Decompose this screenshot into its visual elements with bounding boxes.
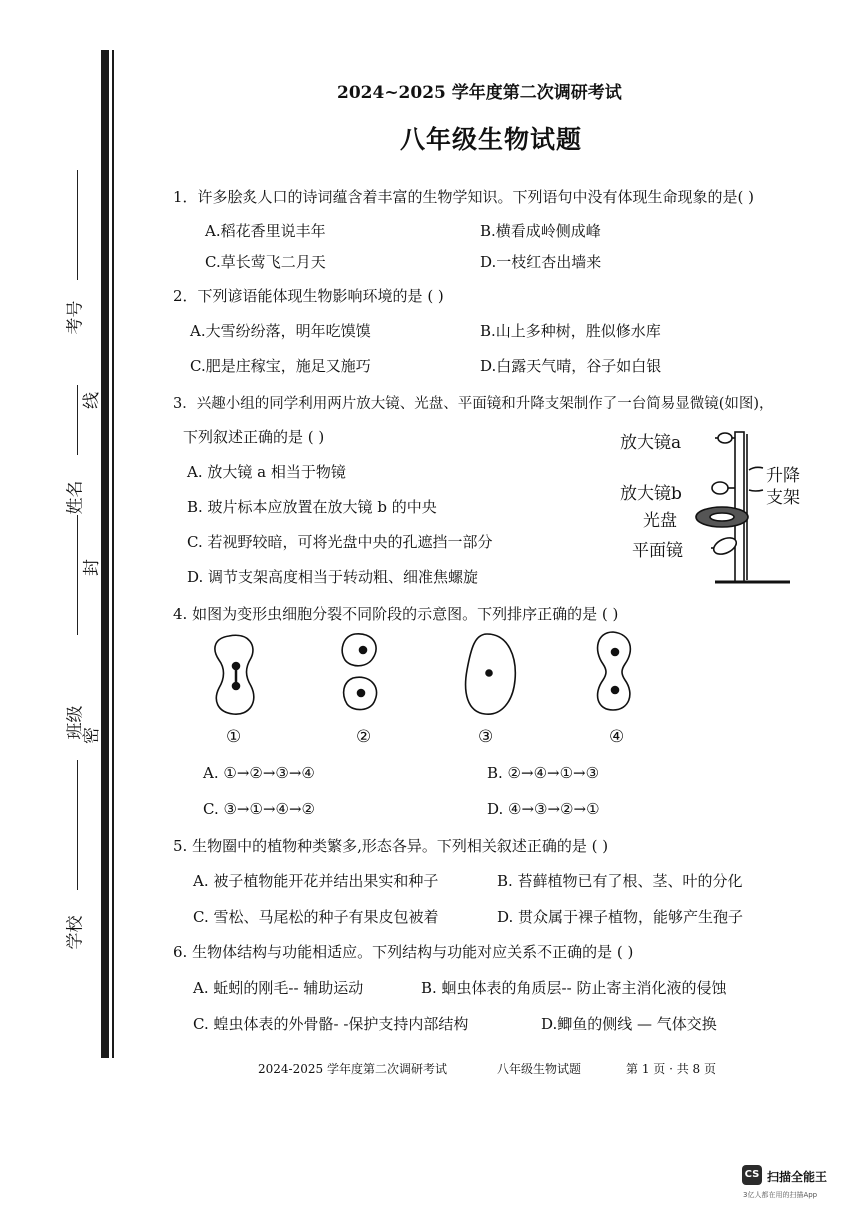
question-6-stem: 6. 生物体结构与功能相适应。下列结构与功能对应关系不正确的是 ( ): [173, 943, 634, 961]
footer-subject: 八年级生物试题: [497, 1062, 582, 1076]
exam-title: 2024~2025 学年度第二次调研考试: [337, 83, 622, 103]
cell-label-1: ①: [226, 727, 242, 747]
field-line-kaohao: [77, 170, 78, 280]
question-5-stem: 5. 生物圈中的植物种类繁多,形态各异。下列相关叙述正确的是 ( ): [173, 837, 609, 855]
seal-word-xian: 线: [82, 392, 102, 409]
field-label-kaohao: 考号: [65, 300, 86, 335]
question-5-option-d: D. 贯众属于裸子植物，能够产生孢子: [497, 908, 744, 926]
field-line-xingming-top: [77, 385, 78, 455]
question-3-option-c: C. 若视野较暗，可将光盘中央的孔遮挡一部分: [187, 533, 493, 551]
figure-label-disc: 光盘: [643, 511, 677, 531]
question-3-stem-line-2: 下列叙述正确的是 ( ): [183, 428, 325, 446]
field-label-xingming: 姓名: [65, 480, 86, 515]
question-5-option-c: C. 雪松、马尾松的种子有果皮包被着: [193, 908, 439, 926]
question-3-option-b: B. 玻片标本应放置在放大镜 b 的中央: [187, 498, 437, 516]
figure-label-mirror: 平面镜: [632, 541, 683, 561]
question-2-option-b: B.山上多种树，胜似修水库: [480, 322, 661, 340]
paper-title: 八年级生物试题: [400, 125, 583, 154]
scanner-logo-icon: CS: [742, 1165, 762, 1185]
question-4-option-a: A. ①→②→③→④: [203, 764, 315, 782]
question-4-option-b: B. ②→④→①→③: [487, 764, 600, 782]
question-1-option-c: C.草长莺飞二月天: [205, 253, 326, 271]
seal-word-feng: 封: [82, 559, 102, 576]
question-3-stem: 3．兴趣小组的同学利用两片放大镜、光盘、平面镜和升降支架制作了一台简易显微镜(如图)，: [173, 396, 774, 412]
question-1-option-a: A.稻花香里说丰年: [205, 222, 326, 240]
question-1-stem: 1．许多脍炙人口的诗词蕴含着丰富的生物学知识。下列语句中没有体现生命现象的是( ): [173, 188, 755, 206]
footer-exam: 2024-2025 学年度第二次调研考试: [258, 1062, 447, 1076]
figure-label-magnifier-b: 放大镜b: [620, 484, 682, 504]
question-2-option-c: C.肥是庄稼宝，施足又施巧: [190, 357, 371, 375]
question-1-option-b: B.横看成岭侧成峰: [480, 222, 601, 240]
question-6-option-b: B. 蛔虫体表的角质层-- 防止寄主消化液的侵蚀: [421, 979, 727, 997]
question-3-option-a: A. 放大镜 a 相当于物镜: [187, 463, 346, 481]
question-3-option-d: D. 调节支架高度相当于转动粗、细准焦螺旋: [187, 568, 479, 586]
question-4-stem: 4. 如图为变形虫细胞分裂不同阶段的示意图。下列排序正确的是 ( ): [173, 605, 619, 623]
cell-label-4: ④: [609, 727, 625, 747]
footer-page: 第 1 页 · 共 8 页: [626, 1062, 716, 1076]
question-6-option-c: C. 蝗虫体表的外骨骼- -保护支持内部结构: [193, 1015, 469, 1033]
field-label-xuexiao: 学校: [65, 915, 86, 950]
question-2-option-d: D.白露天气晴，谷子如白银: [480, 357, 662, 375]
question-5-option-a: A. 被子植物能开花并结出果实和种子: [193, 872, 439, 890]
figure-label-magnifier-a: 放大镜a: [620, 433, 682, 453]
question-1-option-d: D.一枝红杏出墙来: [480, 253, 602, 271]
cell-label-3: ③: [478, 727, 494, 747]
figure-label-stand: 支架: [766, 488, 800, 508]
question-5-option-b: B. 苔藓植物已有了根、茎、叶的分化: [497, 872, 743, 890]
field-line-banji: [77, 760, 78, 890]
binding-bar: [101, 50, 109, 1058]
question-2-option-a: A.大雪纷纷落，明年吃馍馍: [190, 322, 371, 340]
question-6-option-d: D.鲫鱼的侧线 — 气体交换: [541, 1015, 717, 1033]
cell-label-2: ②: [356, 727, 372, 747]
amoeba-division-figure: [205, 628, 665, 728]
question-4-option-d: D. ④→③→②→①: [487, 800, 600, 818]
question-6-option-a: A. 蚯蚓的刚毛-- 辅助运动: [193, 979, 364, 997]
question-2-stem: 2．下列谚语能体现生物影响环境的是 ( ): [173, 287, 444, 305]
figure-label-lift: 升降: [766, 466, 800, 486]
question-4-option-c: C. ③→①→④→②: [203, 800, 315, 818]
scanner-tagline: 3亿人都在用的扫描App: [743, 1191, 818, 1199]
field-label-banji: 班级: [65, 705, 86, 740]
binding-bar-thin: [112, 50, 114, 1058]
seal-word-mi: 密: [82, 727, 102, 744]
scanner-app-name: 扫描全能王: [767, 1170, 828, 1184]
